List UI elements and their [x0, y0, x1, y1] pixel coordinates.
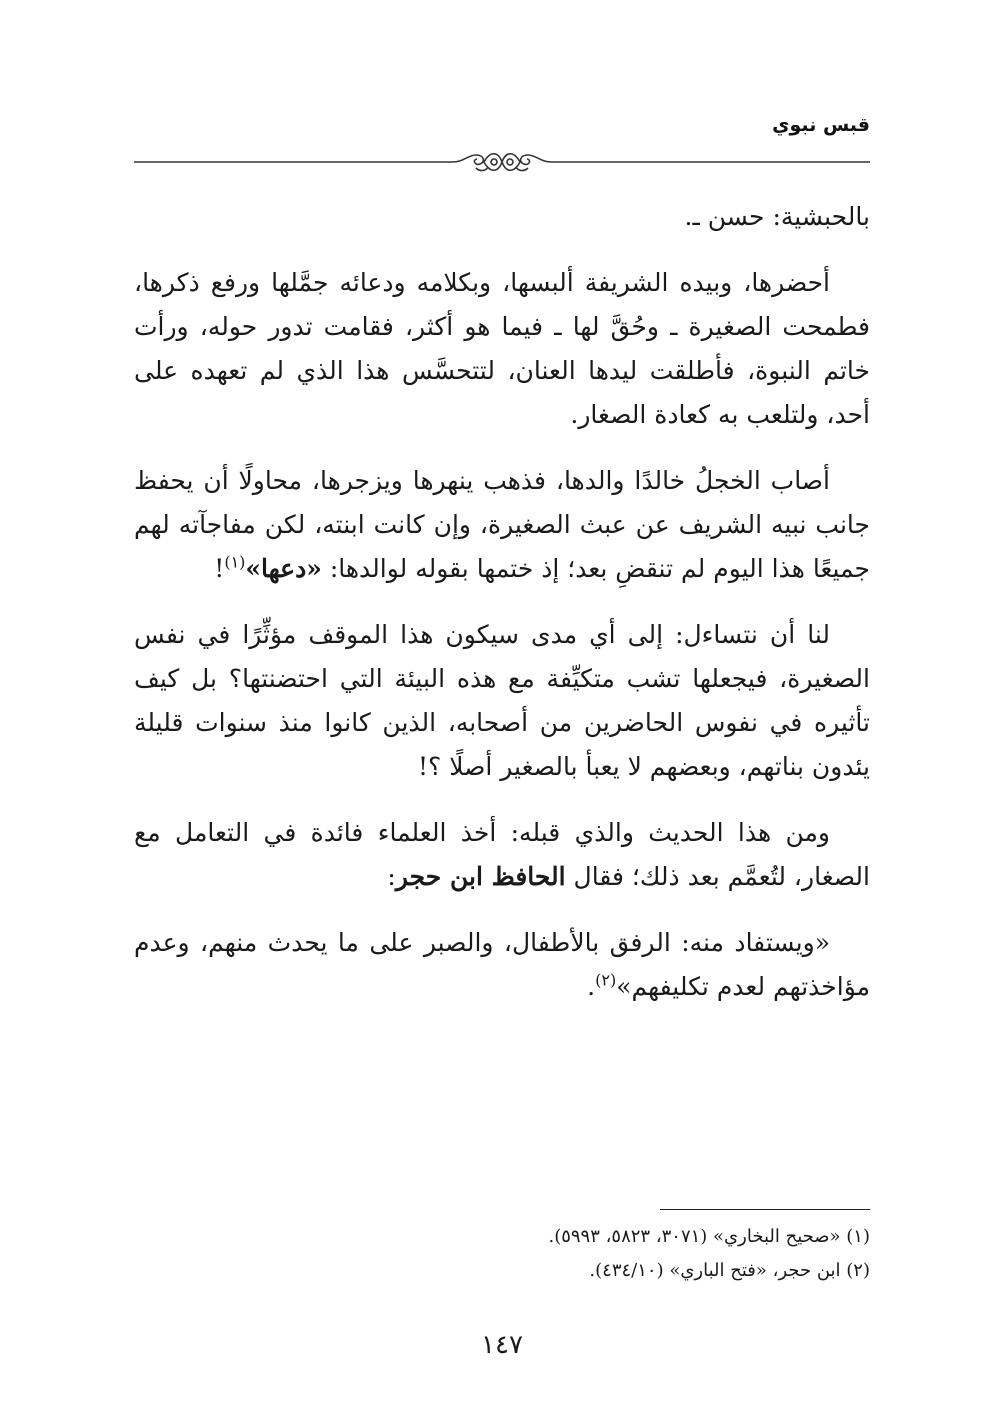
footnote-2: (٢) ابن حجر، «فتح الباري» (٤٣٤/١٠).: [589, 1260, 870, 1281]
running-title: قبس نبوي: [772, 114, 870, 136]
footnotes: [134, 1220, 870, 1288]
page-number: ١٤٧: [481, 1330, 523, 1360]
paragraph-6-quote: [134, 921, 870, 1009]
footnote-separator: [660, 1209, 870, 1210]
paragraph-6-text: «ويستفاد منه: الرفق بالأطفال، والصبر على ما يحدث منهم، وعدم مؤاخذتهم لعدم تكليفهم»: [134, 928, 870, 1001]
header-ornament-rule: [134, 147, 870, 177]
paragraph-4: لنا أن نتساءل: إلى أي مدى سيكون هذا الموقف مؤثِّرًا في نفس الصغيرة، فيجعلها تشب متكيِّفة مع هذه البيئة التي احتضنتها؟ بل كيف تأثيره في نفوس الحاضرين من أصحابه، الذين كانوا منذ سنوات قليلة يئدون بناتهم، وبعضهم لا يعبأ بالصغير أصلًا ؟!: [134, 620, 870, 781]
paragraph-5: [134, 811, 870, 899]
paragraph-2: أحضرها، وبيده الشريفة ألبسها، وبكلامه ودعائه جمَّلها ورفع ذكرها، فطمحت الصغيرة ـ وحُقَّ لها ـ فيما هو أكثر، فقامت تدور حوله، ورأت خاتم النبوة، فأطلقت ليدها العنان، لتتحسَّس هذا الذي لم تعهده على أحد، ولتلعب به كعادة الصغار.: [134, 268, 870, 429]
paragraph-6-end: .: [587, 972, 596, 1001]
scholar-name: الحافظ ابن حجر: [395, 862, 566, 891]
paragraph-5-end: :: [387, 862, 396, 891]
main-text: [134, 195, 870, 1031]
footnote-ref-2[interactable]: (٢): [595, 970, 617, 990]
paragraph-3-end: !: [214, 554, 225, 583]
footnote-ref-1[interactable]: (١): [224, 552, 246, 572]
paragraph-5-text: ومن هذا الحديث والذي قبله: أخذ العلماء فائدة في التعامل مع الصغار، لتُعمَّم بعد ذلك؛ فقال: [134, 818, 870, 891]
paragraph-1: بالحبشية: حسن ـ.: [684, 202, 870, 231]
paragraph-3-text: أصاب الخجلُ خالدًا والدها، فذهب ينهرها ويزجرها، محاولًا أن يحفظ جانب نبيه الشريف عن عبث الصغيرة، وإن كانت ابنته، لكن مفاجآته لهم جميعًا هذا اليوم لم تنقضِ بعد؛ إذ ختمها بقوله لوالدها:: [134, 466, 870, 583]
quote-da-ha: «دعها»: [245, 554, 322, 583]
footnote-1: (١) «صحيح البخاري» (٣٠٧١، ٥٨٢٣، ٥٩٩٣).: [548, 1226, 870, 1247]
paragraph-3: [134, 459, 870, 591]
